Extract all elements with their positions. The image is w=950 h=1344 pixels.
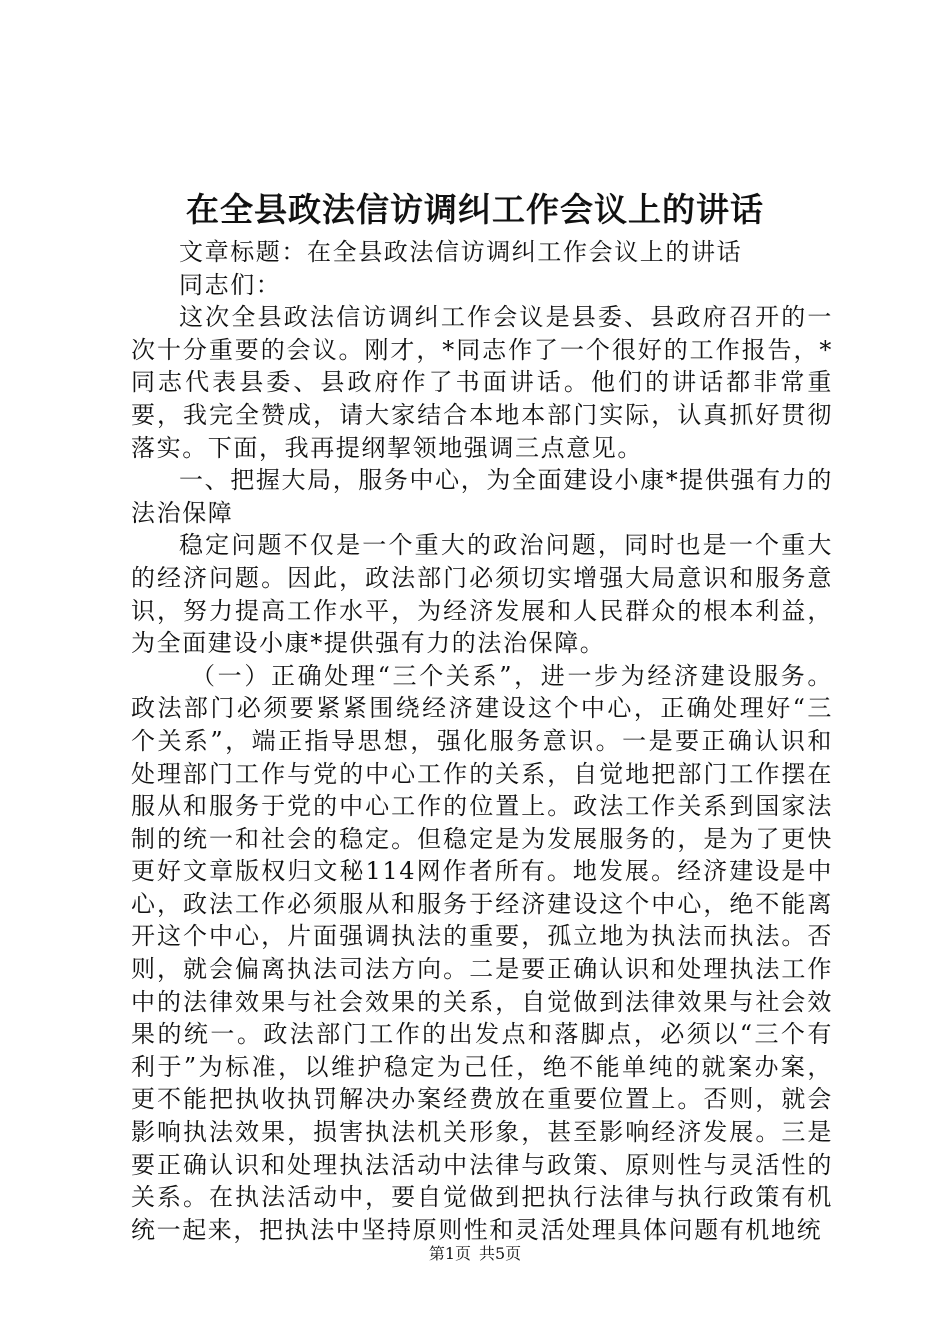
salutation: 同志们： xyxy=(179,270,282,299)
page-footer xyxy=(0,1244,950,1264)
section-heading-1: 一、把握大局，服务中心，为全面建设小康*提供强有力的法治保障 xyxy=(131,466,833,527)
page-total: 共5页 xyxy=(479,1244,522,1263)
document-title: 在全县政法信访调纠工作会议上的讲话 xyxy=(186,190,764,229)
document-body xyxy=(131,236,833,1246)
paragraph-stability: 稳定问题不仅是一个重大的政治问题，同时也是一个重大的经济问题。因此，政法部门必须切实增强大局意识和服务意识，努力提高工作水平，为经济发展和人民群众的根本利益，为全面建设小康*提供强有力的法治保障。 xyxy=(131,531,833,658)
paragraph-three-relations: （一）正确处理“三个关系”，进一步为经济建设服务。政法部门必须要紧紧围绕经济建设这个中心，正确处理好“三个关系”，端正指导思想，强化服务意识。一是要正确认识和处理部门工作与党的中心工作的关系，自觉地把部门工作摆在服从和服务于党的中心工作的位置上。政法工作关系到国家法制的统一和社会的稳定。但稳定是为发展服务的，是为了更快更好文章版权归文秘114网作者所有。地发展。经济建设是中心，政法工作必须服从和服务于经济建设这个中心，绝不能离开这个中心，片面强调执法的重要，孤立地为执法而执法。否则，就会偏离执法司法方向。二是要正确认识和处理执法工作中的法律效果与社会效果的关系，自觉做到法律效果与社会效果的统一。政法部门工作的出发点和落脚点，必须以“三个有利于”为标准，以维护稳定为己任，绝不能单纯的就案办案，更不能把执收执罚解决办案经费放在重要位置上。否则，就会影响执法效果，损害执法机关形象，甚至影响经济发展。三是要正确认识和处理执法活动中法律与政策、原则性与灵活性的关系。在执法活动中，要自觉做到把执行法律与执行政策有机统一起来，把执法中坚持原则性和灵活处理具体问题有机地统 xyxy=(131,661,833,1244)
paragraph-intro: 这次全县政法信访调纠工作会议是县委、县政府召开的一次十分重要的会议。刚才，*同志作了一个很好的工作报告，*同志代表县委、县政府作了书面讲话。他们的讲话都非常重要，我完全赞成，请大家结合本地本部门实际，认真抓好贯彻落实。下面，我再提纲挈领地强调三点意见。 xyxy=(131,303,833,462)
page-number: 第1页 xyxy=(428,1244,471,1263)
article-title-line: 文章标题：在全县政法信访调纠工作会议上的讲话 xyxy=(179,238,743,266)
